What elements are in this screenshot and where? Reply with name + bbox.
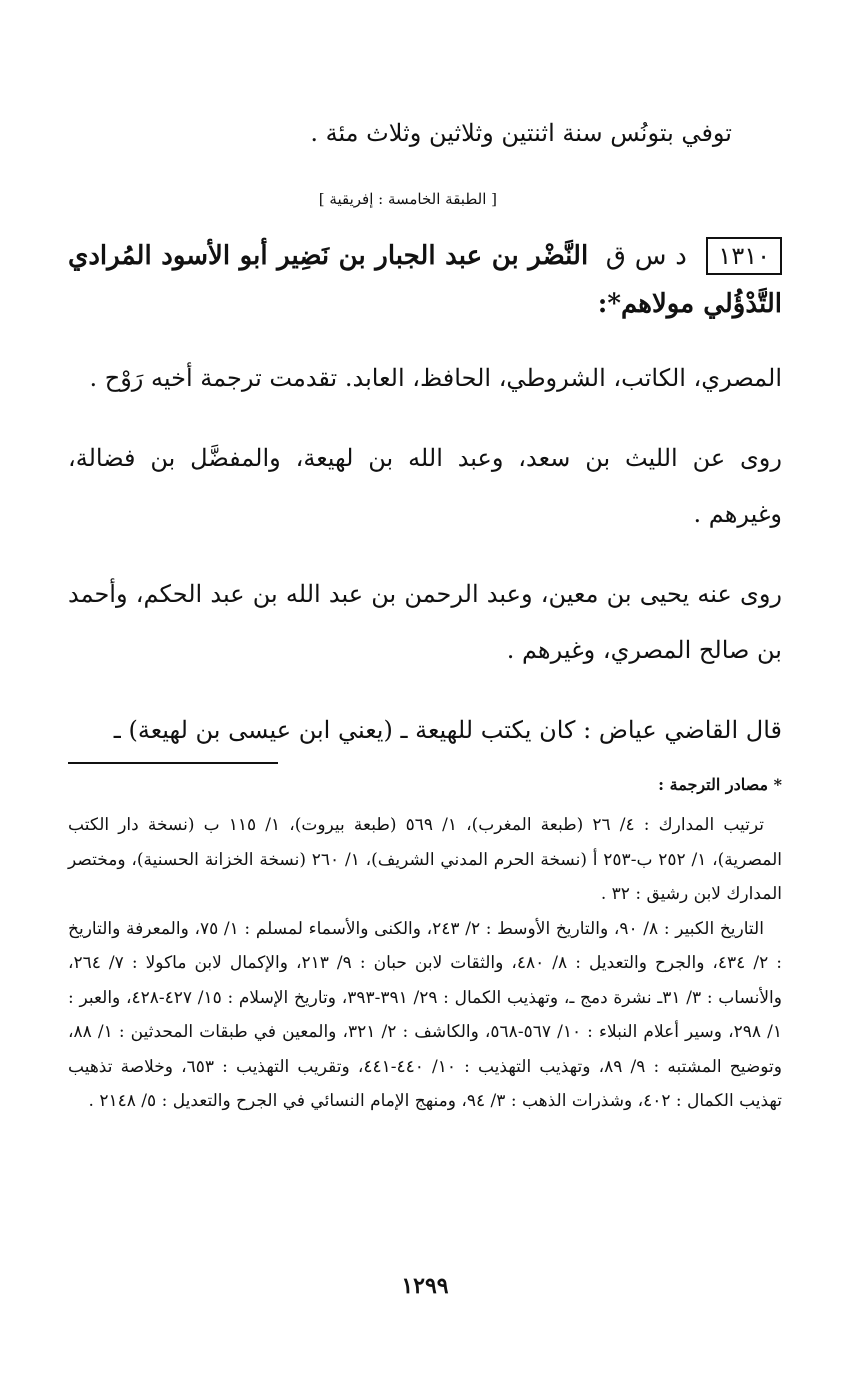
paragraph-qadi-iyad: قال القاضي عياض : كان يكتب للهيعة ـ (يعني ابن عيسى بن لهيعة) ـ xyxy=(113,716,782,744)
body-text xyxy=(68,350,782,782)
book-page xyxy=(68,0,782,1375)
entry-header xyxy=(68,232,782,328)
entry-symbols: د س ق xyxy=(605,241,687,271)
page-number: ١٢٩٩ xyxy=(401,1273,449,1299)
sources-footnote xyxy=(68,770,782,1119)
intro-line: توفي بتونُس سنة اثنتين وثلاثين وثلاث مئة . xyxy=(310,119,732,147)
sources-item: ترتيب المدارك : ٤/ ٢٦ (طبعة المغرب)، ١/ ٥٦٩ (طبعة بيروت)، ١/ ١١٥ ب (نسخة دار الكتب المصرية)، ١/ ٢٥٢ ب-٢٥٣ أ (نسخة الحرم المدني الشريف)، ١/ ٢٦٠ (نسخة الخزانة الحسنية)، ومختصر المدارك لابن رشيق : ٣٢ . xyxy=(68,815,782,904)
paragraph-description: المصري، الكاتب، الشروطي، الحافظ، العابد. تقدمت ترجمة أخيه رَوْح . xyxy=(89,364,782,392)
entry-title xyxy=(68,232,782,328)
sources-item: التاريخ الكبير : ٨/ ٩٠، والتاريخ الأوسط : ٢/ ٢٤٣، والكنى والأسماء لمسلم : ١/ ٧٥، والمعرفة والتاريخ : ٢/ ٤٣٤، والجرح والتعديل : ٨/ ٤٨٠، والثقات لابن حبان : ٩/ ٢١٣، والإكمال لابن ماكولا : ٧/ ٢٦٤، والأنساب : ٣/ ٣١ـ نشرة دمج ـ، وتهذيب الكمال : ٢٩/ ٣٩١-٣٩٣، وتاريخ الإسلام : ١٥/ ٤٢٧-٤٢٨، والعبر : ١/ ٢٩٨، وسير أعلام النبلاء : ١٠/ ٥٦٧-٥٦٨، والكاشف : ٢/ ٣٢١، والمعين في طبقات المحدثين : ١/ ٨٨، وتوضيح المشتبه : ٩/ ٨٩، وتهذيب التهذيب : ١٠/ ٤٤٠-٤٤١، وتقريب التهذيب : ٦٥٣، وخلاصة تذهيب تهذيب الكمال : ٤٠٢، وشذرات الذهب : ٣/ ٩٤، ومنهج الإمام النسائي في الجرح والتعديل : ٥/ ٢١٤٨ . xyxy=(68,918,782,1111)
entry-name: النَّضْر بن عبد الجبار بن نَضِير أبو الأسود المُرادي التَّدْؤُلي مولاهم xyxy=(68,241,782,319)
footnote-separator xyxy=(68,762,278,764)
footnote-marker: *: xyxy=(597,289,621,319)
tabaqa-label: [ الطبقة الخامسة : إفريقية ] xyxy=(318,190,497,208)
paragraph-narrated-from: روى عن الليث بن سعد، وعبد الله بن لهيعة، والمفضَّل بن فضالة، وغيرهم . xyxy=(68,444,782,528)
paragraph-narrated-by: روى عنه يحيى بن معين، وعبد الرحمن بن عبد الله بن عبد الحكم، وأحمد بن صالح المصري، وغيرهم . xyxy=(68,580,782,664)
sources-heading: * مصادر الترجمة : xyxy=(658,775,782,794)
entry-number: ١٣١٠ xyxy=(706,237,782,275)
